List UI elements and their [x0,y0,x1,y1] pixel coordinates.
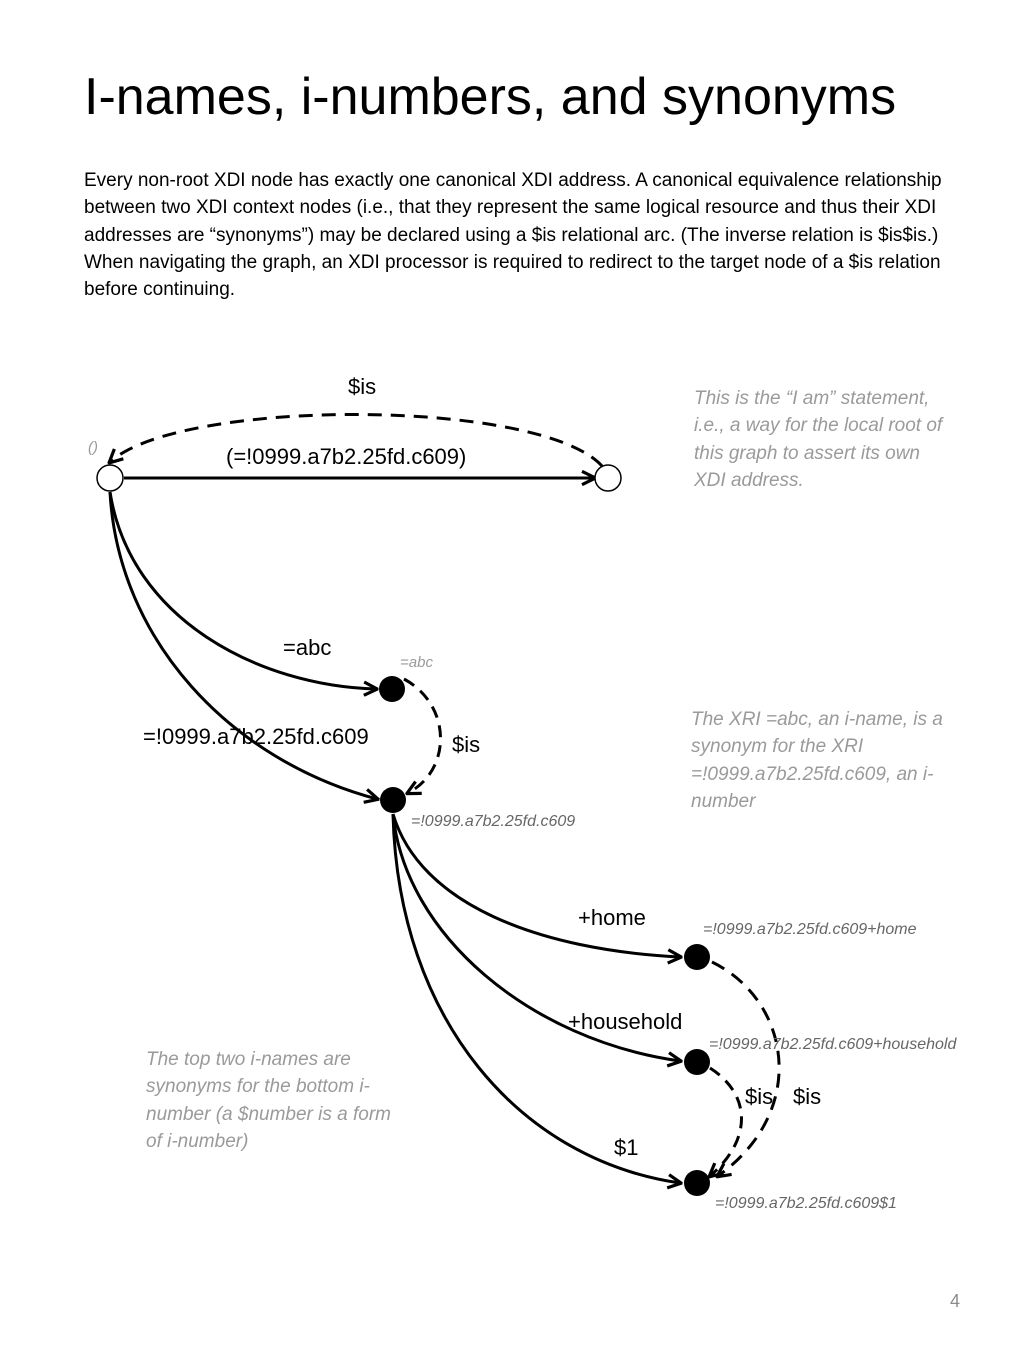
arc-label-one: $1 [614,1135,639,1160]
abc-node [379,676,405,702]
home-node [684,944,710,970]
arc-label-self: (=!0999.a7b2.25fd.c609) [226,444,467,469]
arc-is-abc-to-inum [404,679,441,793]
root-node [97,465,123,491]
node-label-home: =!0999.a7b2.25fd.c609+home [703,921,917,938]
arc-label-is-middle: $is [452,732,481,757]
node-label-root: () [88,439,98,456]
arc-inum-to-one [393,814,683,1183]
node-label-household: =!0999.a7b2.25fd.c609+household [709,1036,957,1053]
arc-label-abc: =abc [283,635,332,660]
arc-label-is-top: $is [348,374,377,399]
node-label-inumber: =!0999.a7b2.25fd.c609 [411,813,576,830]
note-i-am-statement: This is the “I am” statement, i.e., a way for the local root of this graph to assert its own XDI address. [694,388,943,491]
page-number: 4 [949,1291,960,1311]
arc-label-is-household: $is [745,1084,774,1109]
household-node [684,1049,710,1075]
arc-root-to-abc [110,492,376,689]
one-node [684,1170,710,1196]
note-xri-synonym: The XRI =abc, an i-name, is a synonym for the XRI =!0999.a7b2.25fd.c609, an i-number [691,709,943,812]
arc-label-is-home: $is [793,1084,822,1109]
arc-root-to-inum [110,492,377,799]
node-label-one: =!0999.a7b2.25fd.c609$1 [715,1195,897,1212]
intro-paragraph: Every non-root XDI node has exactly one canonical XDI address. A canonical equivalence relationship between two XDI context nodes (i.e., that they represent the same logical resource and thus their XDI addresses are “synonyms”) may be declared using a $is relational arc. (The inverse relation is $is$is.) When navigating the graph, an XDI processor is required to redirect to the target node of a $is relation before continuing. [84,170,942,301]
self-node [595,465,621,491]
node-label-abc: =abc [400,654,433,671]
inumber-node [380,787,406,813]
arc-label-home: +home [578,905,646,930]
arc-label-household: +household [568,1009,683,1034]
slide-title: I-names, i-numbers, and synonyms [84,68,897,126]
arc-is-home-to-one [712,962,779,1176]
note-top-two-inames: The top two i-names are synonyms for the bottom i-number (a $number is a form of i-number) [146,1049,391,1152]
arc-inum-to-home [393,814,680,957]
arc-label-inumber: =!0999.a7b2.25fd.c609 [143,724,369,749]
